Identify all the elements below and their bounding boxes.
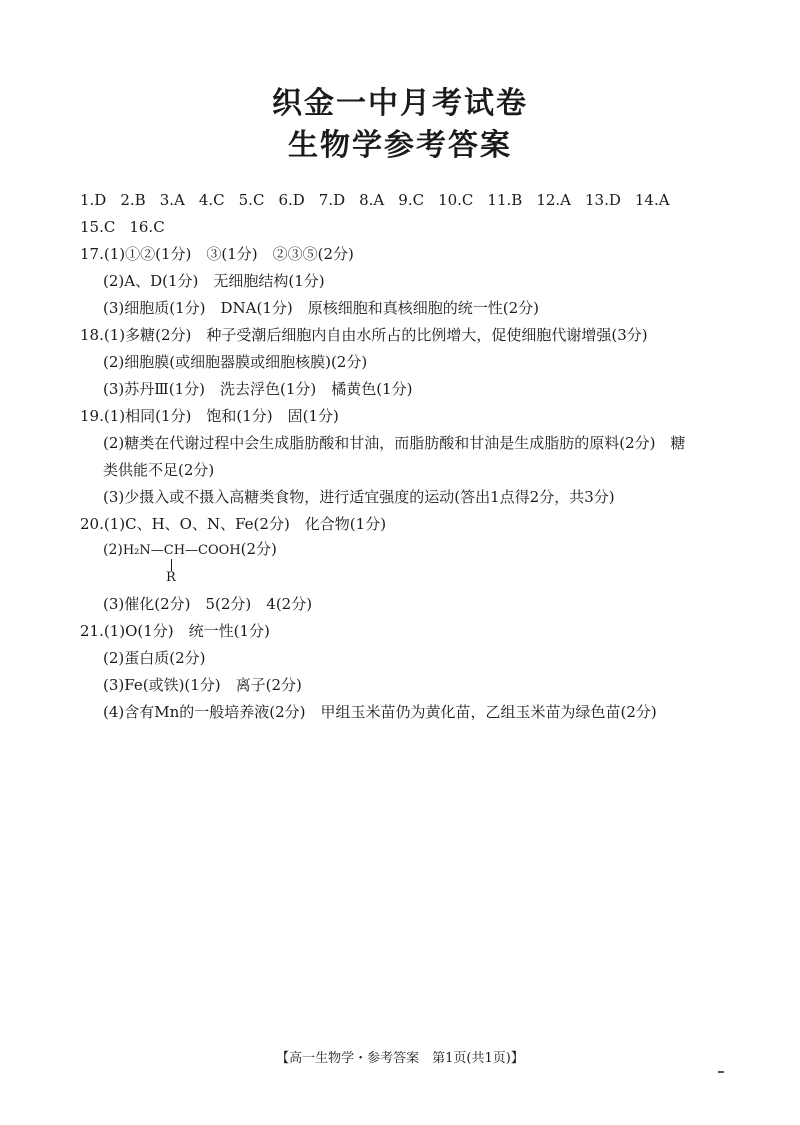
choice-answer: 7.D xyxy=(318,191,346,209)
q19-line-2: (2)糖类在代谢过程中会生成脂肪酸和甘油，而脂肪酸和甘油是生成脂肪的原料(2分) 糖 xyxy=(103,434,686,452)
q21-line-2: (2)蛋白质(2分) xyxy=(103,649,206,667)
q20-subquestion-label: (2) xyxy=(103,542,123,558)
page-subtitle: 生物学参考答案 xyxy=(288,128,512,163)
choice-answer: 2.B xyxy=(120,191,146,209)
page-title: 织金一中月考试卷 xyxy=(272,86,528,121)
q17-line-3: (3)细胞质(1分) DNA(1分) 原核细胞和真核细胞的统一性(2分) xyxy=(103,299,539,317)
r-group-label: R xyxy=(166,570,176,585)
q20-line-3: (3)催化(2分) 5(2分) 4(2分) xyxy=(103,595,313,613)
choice-answer: 4.C xyxy=(198,191,225,209)
choice-answer: 9.C xyxy=(398,191,425,209)
page-footer: 【高一生物学・参考答案 第1页(共1页)】 xyxy=(276,1051,524,1066)
amino-acid-structure xyxy=(103,539,277,561)
q19-line-4: (3)少摄入或不摄入高糖类食物，进行适宜强度的运动(答出1点得2分，共3分) xyxy=(103,488,615,506)
q21-line-3: (3)Fe(或铁)(1分) 离子(2分) xyxy=(103,676,302,694)
choice-answer: 5.C xyxy=(238,191,265,209)
choice-answer: 10.C xyxy=(438,191,474,209)
choice-answers-row-1 xyxy=(80,190,670,210)
corner-mark xyxy=(718,1071,724,1073)
choice-answer: 15.C xyxy=(80,218,116,236)
q20-line-1: 20.(1)C、H、O、N、Fe(2分) 化合物(1分) xyxy=(80,515,387,533)
choice-answer: 1.D xyxy=(80,191,107,209)
choice-answer: 6.D xyxy=(278,191,305,209)
choice-answer: 11.B xyxy=(487,191,523,209)
structural-formula: H₂N—CH—COOH xyxy=(122,543,241,558)
q19-line-3: 类供能不足(2分) xyxy=(103,461,215,479)
choice-answer: 3.A xyxy=(159,191,185,209)
q18-line-2: (2)细胞膜(或细胞器膜或细胞核膜)(2分) xyxy=(103,353,368,371)
q20-points: (2分) xyxy=(240,540,277,558)
choice-answer: 14.A xyxy=(634,191,670,209)
choice-answer: 16.C xyxy=(129,218,165,236)
q17-line-1: 17.(1)①②(1分) ③(1分) ②③⑤(2分) xyxy=(80,245,354,263)
q17-line-2: (2)A、D(1分) 无细胞结构(1分) xyxy=(103,272,325,290)
choice-answers-row-2 xyxy=(80,217,179,237)
q18-line-1: 18.(1)多糖(2分) 种子受潮后细胞内自由水所占的比例增大，促使细胞代谢增强(3分) xyxy=(80,326,648,344)
choice-answer: 13.D xyxy=(585,191,621,209)
choice-answer: 12.A xyxy=(536,191,571,209)
choice-answer: 8.A xyxy=(359,191,385,209)
q18-line-3: (3)苏丹Ⅲ(1分) 洗去浮色(1分) 橘黄色(1分) xyxy=(103,380,413,398)
q19-line-1: 19.(1)相同(1分) 饱和(1分) 固(1分) xyxy=(80,407,339,425)
q21-line-4: (4)含有Mn的一般培养液(2分) 甲组玉米苗仍为黄化苗，乙组玉米苗为绿色苗(2分) xyxy=(103,703,657,721)
q21-line-1: 21.(1)O(1分) 统一性(1分) xyxy=(80,622,270,640)
